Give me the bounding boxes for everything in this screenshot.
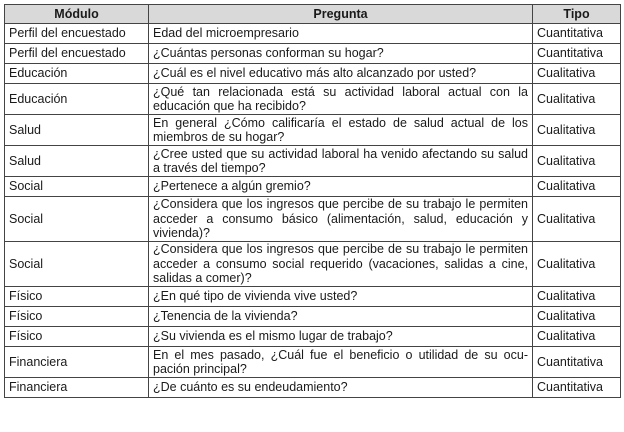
- cell-tipo: Cualitativa: [533, 64, 621, 84]
- table-row: [5, 378, 621, 398]
- cell-modulo: Salud: [5, 146, 149, 177]
- cell-modulo: Social: [5, 177, 149, 197]
- cell-modulo: Físico: [5, 307, 149, 327]
- cell-modulo: Físico: [5, 287, 149, 307]
- cell-modulo: Físico: [5, 327, 149, 347]
- survey-questions-table-container: [4, 4, 620, 398]
- table-row: [5, 115, 621, 146]
- table-row: [5, 177, 621, 197]
- cell-pregunta: ¿Cuál es el nivel educativo más alto alcanzado por usted?: [149, 64, 533, 84]
- cell-tipo: Cuantitativa: [533, 24, 621, 44]
- cell-modulo: Salud: [5, 115, 149, 146]
- cell-modulo: Educación: [5, 84, 149, 115]
- cell-modulo: Social: [5, 197, 149, 242]
- cell-tipo: Cualitativa: [533, 327, 621, 347]
- cell-pregunta: En el mes pasado, ¿Cuál fue el beneficio o utilidad de su ocupación principal?: [149, 347, 533, 378]
- cell-modulo: Financiera: [5, 347, 149, 378]
- cell-pregunta: Edad del microempresario: [149, 24, 533, 44]
- cell-pregunta: ¿Qué tan relacionada está su actividad laboral actual con la educación que ha recibido?: [149, 84, 533, 115]
- table-row: [5, 327, 621, 347]
- cell-pregunta: ¿Pertenece a algún gremio?: [149, 177, 533, 197]
- cell-pregunta: ¿De cuánto es su endeudamiento?: [149, 378, 533, 398]
- table-row: [5, 84, 621, 115]
- header-pregunta: Pregunta: [149, 5, 533, 24]
- cell-modulo: Perfil del encuestado: [5, 24, 149, 44]
- cell-modulo: Educación: [5, 64, 149, 84]
- table-header-row: [5, 5, 621, 24]
- cell-pregunta: En general ¿Cómo calificaría el estado de salud actual de los miembros de su hogar?: [149, 115, 533, 146]
- cell-modulo: Social: [5, 242, 149, 287]
- cell-tipo: Cualitativa: [533, 287, 621, 307]
- cell-pregunta: ¿Considera que los ingresos que percibe de su trabajo le permiten acceder a consumo básico (alimentación, salud, educación y vivienda)?: [149, 197, 533, 242]
- survey-questions-table: [4, 4, 621, 398]
- table-row: [5, 146, 621, 177]
- table-row: [5, 287, 621, 307]
- cell-modulo: Perfil del encuestado: [5, 44, 149, 64]
- table-row: [5, 307, 621, 327]
- header-modulo: Módulo: [5, 5, 149, 24]
- cell-tipo: Cualitativa: [533, 242, 621, 287]
- table-row: [5, 64, 621, 84]
- table-row: [5, 24, 621, 44]
- header-tipo: Tipo: [533, 5, 621, 24]
- cell-tipo: Cualitativa: [533, 84, 621, 115]
- cell-tipo: Cualitativa: [533, 197, 621, 242]
- cell-tipo: Cualitativa: [533, 146, 621, 177]
- cell-pregunta: ¿En qué tipo de vivienda vive usted?: [149, 287, 533, 307]
- cell-pregunta: ¿Tenencia de la vivienda?: [149, 307, 533, 327]
- cell-tipo: Cuantitativa: [533, 378, 621, 398]
- table-row: [5, 197, 621, 242]
- table-row: [5, 242, 621, 287]
- cell-pregunta: ¿Considera que los ingresos que percibe de su trabajo le permiten acceder a consumo social requerido (vacaciones, salidas a cine, salidas a comer)?: [149, 242, 533, 287]
- cell-modulo: Financiera: [5, 378, 149, 398]
- cell-tipo: Cuantitativa: [533, 347, 621, 378]
- cell-tipo: Cuantitativa: [533, 44, 621, 64]
- cell-pregunta: ¿Cree usted que su actividad laboral ha venido afectando su salud a través del tiempo?: [149, 146, 533, 177]
- cell-tipo: Cualitativa: [533, 115, 621, 146]
- table-row: [5, 44, 621, 64]
- cell-tipo: Cualitativa: [533, 177, 621, 197]
- cell-pregunta: ¿Su vivienda es el mismo lugar de trabajo?: [149, 327, 533, 347]
- cell-tipo: Cualitativa: [533, 307, 621, 327]
- cell-pregunta: ¿Cuántas personas conforman su hogar?: [149, 44, 533, 64]
- table-row: [5, 347, 621, 378]
